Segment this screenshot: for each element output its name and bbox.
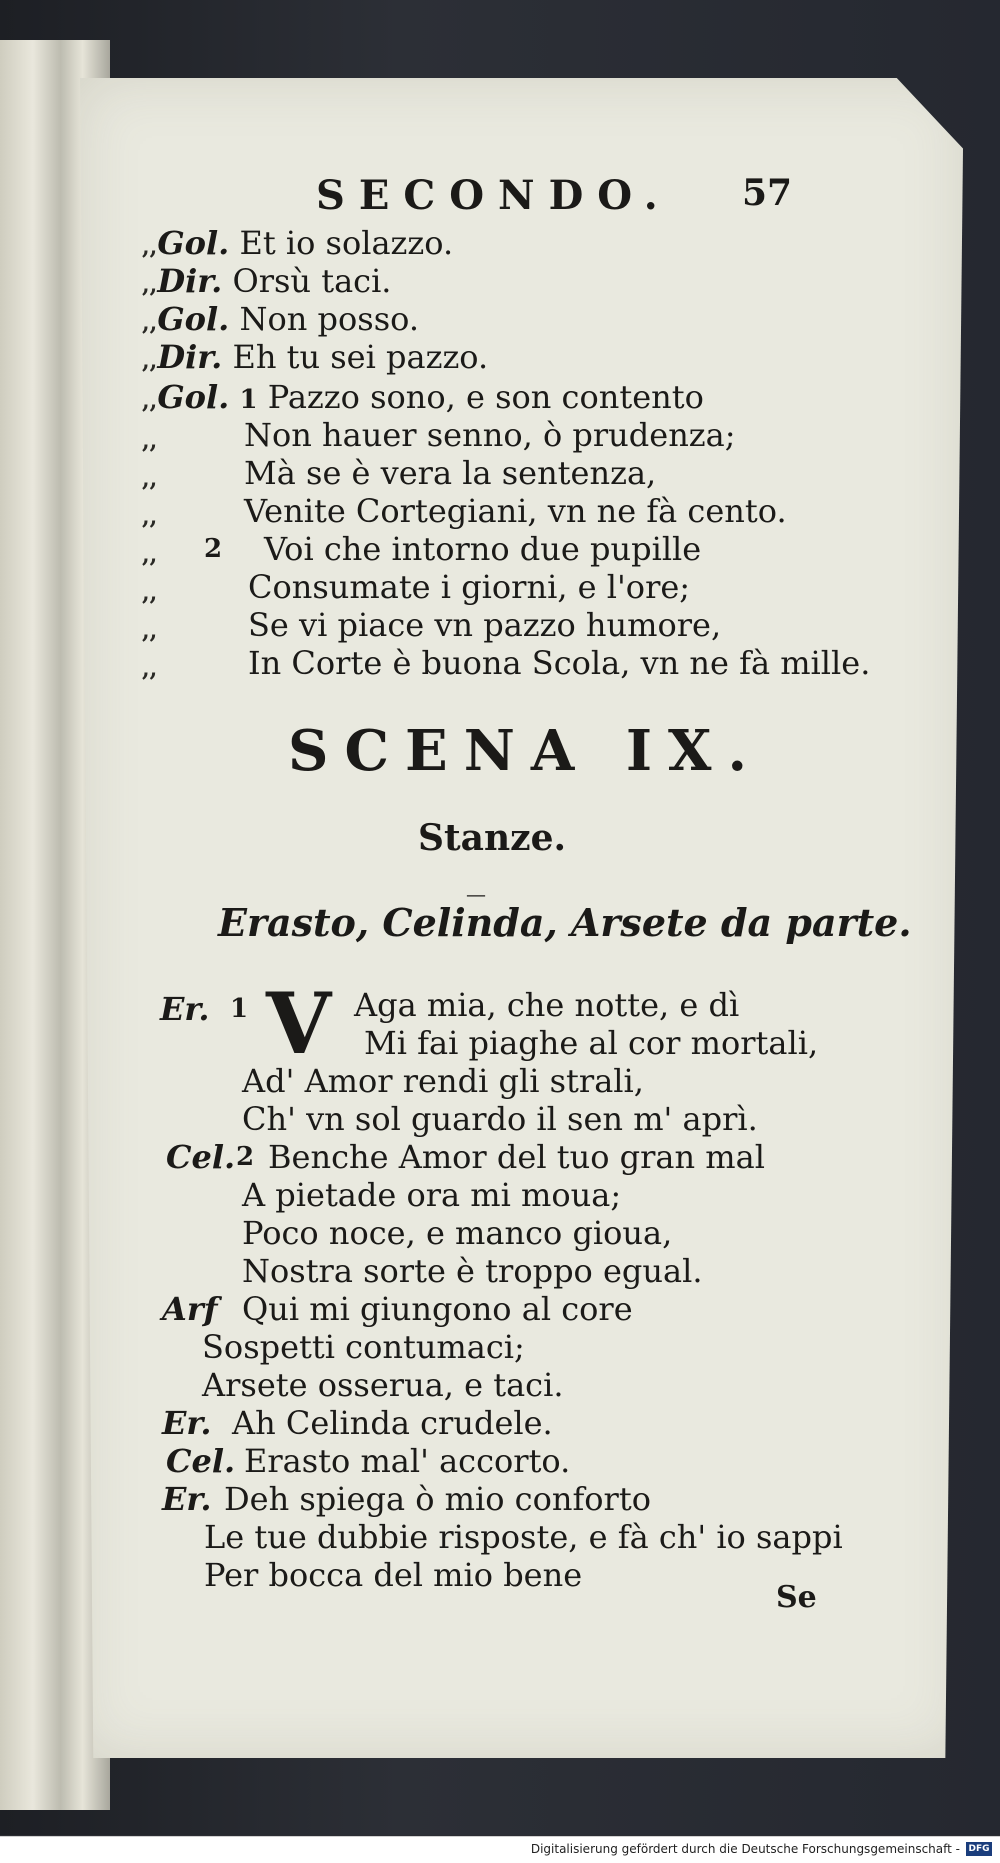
speaker-label: Dir. [157, 262, 223, 300]
quote-mark: ,, [142, 234, 158, 260]
quote-mark: ,, [142, 466, 158, 492]
line-text: A pietade ora mi moua; [242, 1176, 622, 1214]
speaker-label: Er. [162, 1404, 212, 1442]
speaker-label: Dir. [157, 338, 223, 376]
quote-mark: ,, [142, 618, 158, 644]
stanza-number: 2 [236, 1142, 255, 1172]
dialogue-line [142, 300, 419, 342]
speaker-label: Gol. [157, 224, 230, 262]
line-text: Erasto mal' accorto. [244, 1442, 571, 1480]
dialogue-line [142, 224, 453, 266]
footer-bar [0, 1836, 1000, 1863]
quote-mark: ,, [142, 656, 158, 682]
line-text: Le tue dubbie risposte, e fà ch' io sappi [204, 1518, 843, 1556]
line-text: In Corte è buona Scola, vn ne fà mille. [248, 644, 871, 682]
catchword: Se [776, 1580, 817, 1615]
line-text: Mà se è vera la sentenza, [244, 454, 657, 492]
line-text: Non posso. [239, 300, 419, 338]
line-text: Benche Amor del tuo gran mal [268, 1138, 765, 1176]
scene-subtitle: Stanze. [418, 817, 567, 859]
dialogue-line [142, 262, 391, 304]
line-text: Poco noce, e manco gioua, [242, 1214, 673, 1252]
quote-mark: ,, [142, 272, 158, 298]
stanza-number: 1 [230, 994, 249, 1024]
line-text: Ah Celinda crudele. [232, 1404, 553, 1442]
line-text: Voi che intorno due pupille [264, 530, 702, 568]
line-text: Se vi piace vn pazzo humore, [248, 606, 722, 644]
line-text: Eh tu sei pazzo. [232, 338, 489, 376]
stanza-number: 2 [204, 534, 223, 564]
line-text: Deh spiega ò mio conforto [224, 1480, 651, 1518]
line-text: Aga mia, che notte, e dì [354, 986, 740, 1024]
line-text: Pazzo sono, e son contento [267, 378, 704, 416]
footer-credit: Digitalisierung gefördert durch die Deutsche Forschungsgemeinschaft - [530, 1842, 960, 1856]
speaker-label: Er. [162, 1480, 212, 1518]
quote-mark: ,, [142, 388, 158, 414]
quote-mark: ,, [142, 580, 158, 606]
line-text: Ch' vn sol guardo il sen m' aprì. [242, 1100, 758, 1138]
line-text: Orsù taci. [232, 262, 392, 300]
speaker-label: Cel. [166, 1442, 236, 1480]
speaker-label: Er. [160, 990, 210, 1028]
page-number: 57 [742, 172, 793, 214]
dialogue-line [142, 378, 704, 420]
line-text: Mi fai piaghe al cor mortali, [364, 1024, 819, 1062]
scene-title: SCENA IX. [288, 718, 763, 784]
dfg-logo: DFG [966, 1842, 992, 1856]
line-text: Sospetti contumaci; [202, 1328, 525, 1366]
quote-mark: ,, [142, 310, 158, 336]
line-text: Consumate i giorni, e l'ore; [248, 568, 691, 606]
speaker-label: Arf [162, 1290, 218, 1328]
line-text: Qui mi giungono al core [242, 1290, 633, 1328]
line-text: Non hauer senno, ò prudenza; [244, 416, 736, 454]
speaker-label: Gol. [157, 378, 230, 416]
ornament-dash: — [466, 882, 486, 906]
speaker-label: Gol. [157, 300, 230, 338]
line-text: Per bocca del mio bene [204, 1556, 583, 1594]
line-text: Et io solazzo. [239, 224, 454, 262]
line-text: Arsete osserua, e taci. [202, 1366, 564, 1404]
quote-mark: ,, [142, 504, 158, 530]
drop-cap: V [266, 974, 332, 1073]
quote-mark: ,, [142, 428, 158, 454]
line-text: Ad' Amor rendi gli strali, [242, 1062, 644, 1100]
dialogue-line [142, 338, 488, 380]
stanza-number: 1 [239, 385, 258, 415]
line-text: Venite Cortegiani, vn ne fà cento. [244, 492, 787, 530]
running-head: SECONDO. [316, 172, 672, 219]
quote-mark: ,, [142, 542, 158, 568]
speaker-label: Cel. [166, 1138, 236, 1176]
quote-mark: ,, [142, 348, 158, 374]
scene-characters: Erasto, Celinda, Arsete da parte. [218, 900, 912, 945]
line-text: Nostra sorte è troppo egual. [242, 1252, 703, 1290]
